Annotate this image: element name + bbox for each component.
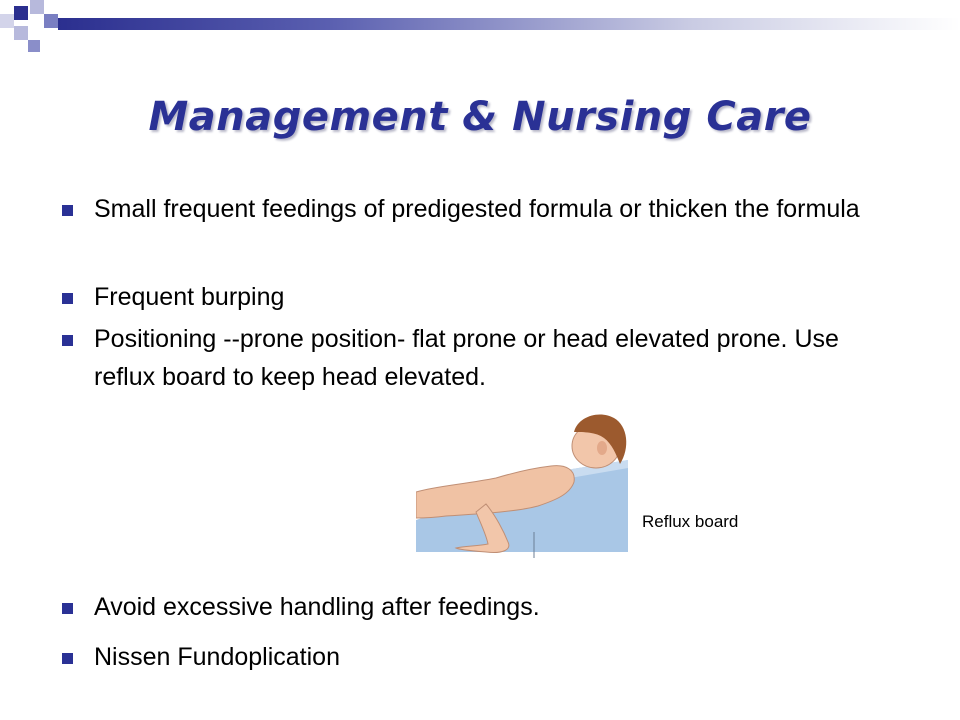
bullet-item [60,278,284,316]
infant-on-reflux-board-illustration [416,408,636,560]
figure-caption: Reflux board [642,512,739,531]
slide-title: Management & Nursing Care [148,94,812,140]
bullet-text: Small frequent feedings of predigested formula or thicken the formula [94,195,860,223]
square-bullet-icon [62,293,73,304]
bullet-item [60,638,340,676]
square-bullet-icon [62,653,73,664]
bullet-text: Frequent burping [94,283,285,311]
bullet-text: Avoid excessive handling after feedings. [94,593,540,621]
bullet-item [60,320,900,396]
square-bullet-icon [62,205,73,216]
bullet-item [60,190,860,228]
header-bar [58,18,960,30]
bullet-text: Nissen Fundoplication [94,643,340,671]
corner-decoration [0,0,80,60]
square-bullet-icon [62,603,73,614]
bullet-text: Positioning --prone position- flat prone or head elevated prone. Use reflux board to keep head elevated. [94,325,839,391]
bullet-item [60,588,540,626]
square-bullet-icon [62,335,73,346]
